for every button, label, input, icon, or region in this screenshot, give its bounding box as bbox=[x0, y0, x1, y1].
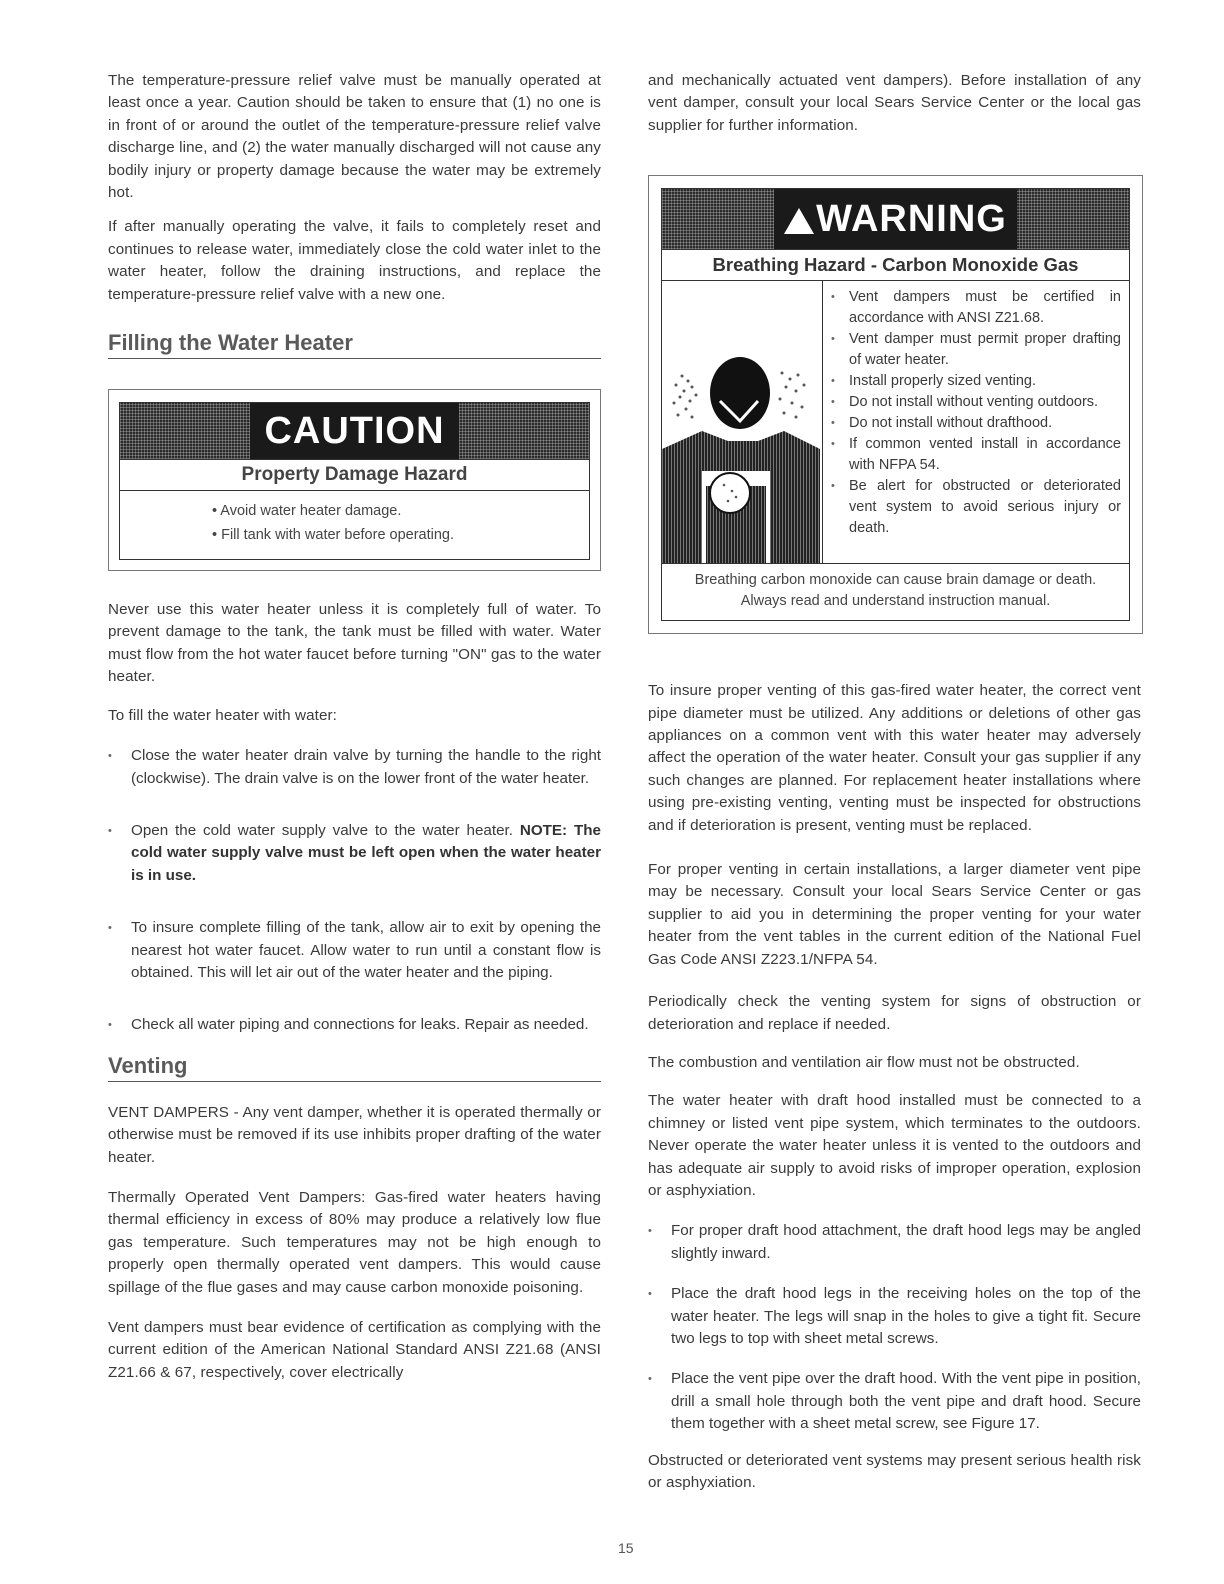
paragraph: To fill the water heater with water: bbox=[108, 706, 337, 724]
warning-footer: Breathing carbon monoxide can cause brain damage or death. Always read and understand instruction manual. bbox=[694, 572, 1097, 610]
paragraph: and mechanically actuated vent dampers). Before installation of any vent damper, consult your local Sears Service Center or the local gas supplier for further information. bbox=[648, 72, 1141, 134]
warning-banner bbox=[662, 189, 1129, 249]
caution-item: • Fill tank with water before operating. bbox=[212, 527, 455, 544]
list-item: • Check all water piping and connections for leaks. Repair as needed. bbox=[108, 1014, 601, 1036]
paragraph: Periodically check the venting system for signs of obstruction or deterioration and replace if needed. bbox=[648, 993, 1141, 1033]
warning-word: WARNING bbox=[774, 189, 1017, 249]
warning-label bbox=[648, 175, 1143, 634]
paragraph: Never use this water heater unless it is completely full of water. To prevent damage to the tank, the tank must be filled with water. Water must flow from the hot water faucet before turning "ON" gas to the water heater. bbox=[108, 601, 601, 686]
caution-banner bbox=[120, 403, 589, 459]
draft-hood-steps-list bbox=[648, 1220, 1141, 1435]
list-item: • Be alert for obstructed or deteriorated vent system to avoid serious injury or death. bbox=[831, 476, 1121, 539]
caution-subtitle: Property Damage Hazard bbox=[120, 459, 589, 491]
list-item: • Do not install without drafthood. bbox=[831, 413, 1121, 434]
paragraph: Thermally Operated Vent Dampers: Gas-fired water heaters having thermal efficiency in excess of 80% may produce a relatively low flue gas temperature. Such temperatures may not be high enough to properly open thermally operated vent dampers. This would cause spillage of the flue gases and may cause carbon monoxide poisoning. bbox=[108, 1188, 601, 1296]
list-item: • For proper draft hood attachment, the draft hood legs may be angled slightly inward. bbox=[648, 1220, 1141, 1265]
left-column bbox=[108, 70, 601, 1384]
caution-item: • Avoid water heater damage. bbox=[212, 503, 402, 520]
paragraph: For proper venting in certain installations, a larger diameter vent pipe may be necessary. Consult your local Sears Service Center or gas supplier to aid you in determining the proper venting for your water heater from the vent tables in the current edition of the National Fuel Gas Code ANSI Z223.1/NFPA 54. bbox=[648, 861, 1141, 968]
paragraph: The water heater with draft hood installed must be connected to a chimney or listed vent pipe system, which terminates to the outdoors. Never operate the water heater unless it is vented to the outdoors and has adequate air supply to avoid risks of improper operation, explosion or asphyxiation. bbox=[648, 1092, 1141, 1199]
paragraph: If after manually operating the valve, it fails to completely reset and continues to release water, immediately close the cold water inlet to the water heater, follow the draining instructions, and replace the temperature-pressure relief valve with a new one. bbox=[108, 218, 601, 303]
caution-word: CAUTION bbox=[250, 403, 458, 459]
paragraph: VENT DAMPERS - Any vent damper, whether it is operated thermally or otherwise must be removed if its use inhibits proper drafting of the water heater. bbox=[108, 1103, 601, 1166]
page-number: 15 bbox=[618, 1540, 634, 1556]
section-heading-venting: Venting bbox=[108, 1053, 601, 1082]
paragraph: The combustion and ventilation air flow must not be obstructed. bbox=[648, 1053, 1080, 1071]
caution-list bbox=[120, 491, 589, 559]
list-item: • Vent dampers must be certified in accordance with ANSI Z21.68. bbox=[831, 287, 1121, 329]
list-item: • Open the cold water supply valve to the water heater. NOTE: The cold water supply valve must be left open when the water heater is in use. bbox=[108, 820, 601, 887]
person-breathing-gas-icon bbox=[662, 281, 823, 563]
list-item: • Install properly sized venting. bbox=[831, 371, 1121, 392]
fill-steps-list bbox=[108, 745, 601, 1037]
warning-subtitle: Breathing Hazard - Carbon Monoxide Gas bbox=[662, 249, 1129, 281]
right-column bbox=[648, 70, 1141, 1494]
paragraph: Obstructed or deteriorated vent systems may present serious health risk or asphyxiation. bbox=[648, 1451, 1141, 1491]
paragraph: The temperature-pressure relief valve must be manually operated at least once a year. Caution should be taken to ensure that (1) no one is in front of or around the outlet of the temperature-pressure relief valve discharge line, and (2) the water manually discharged will not cause any bodily injury or property damage because the water may be extremely hot. bbox=[108, 72, 601, 202]
caution-label bbox=[108, 389, 601, 571]
list-item: • Place the vent pipe over the draft hood. With the vent pipe in position, drill a small hole through both the vent pipe and draft hood. Secure them together with a sheet metal screw, see Figure 17. bbox=[648, 1368, 1141, 1435]
paragraph: Vent dampers must bear evidence of certification as complying with the current edition of the American National Standard ANSI Z21.68 (ANSI Z21.66 & 67, respectively, cover electrically bbox=[108, 1319, 601, 1381]
list-item: • Place the draft hood legs in the receiving holes on the top of the water heater. The legs will snap in the holes to give a tight fit. Secure two legs to top with sheet metal screws. bbox=[648, 1283, 1141, 1350]
note-text: NOTE: The cold water supply valve must be left open when the water heater is in use. bbox=[131, 821, 601, 884]
list-item: • Close the water heater drain valve by turning the handle to the right (clockwise). The drain valve is on the lower front of the water heater. bbox=[108, 745, 601, 790]
list-item: • To insure complete filling of the tank, allow air to exit by opening the nearest hot water faucet. Allow water to run until a constant flow is obtained. This will let air out of the water heater and the piping. bbox=[108, 917, 601, 984]
list-item: • Do not install without venting outdoors. bbox=[831, 392, 1121, 413]
warning-triangle-icon bbox=[784, 208, 814, 234]
list-item: • If common vented install in accordance with NFPA 54. bbox=[831, 434, 1121, 476]
warning-list bbox=[831, 287, 1121, 539]
section-heading-filling: Filling the Water Heater bbox=[108, 330, 601, 359]
list-item: • Vent damper must permit proper drafting of water heater. bbox=[831, 329, 1121, 371]
paragraph: To insure proper venting of this gas-fired water heater, the correct vent pipe diameter must be utilized. Any additions or deletions of other gas appliances on a common vent with this water heater may adversely affect the operation of the water heater. Consult your gas supplier if any such changes are planned. For replacement heater installations where using pre-existing venting, venting must be inspected for obstructions and if deterioration is present, venting must be replaced. bbox=[648, 682, 1141, 834]
